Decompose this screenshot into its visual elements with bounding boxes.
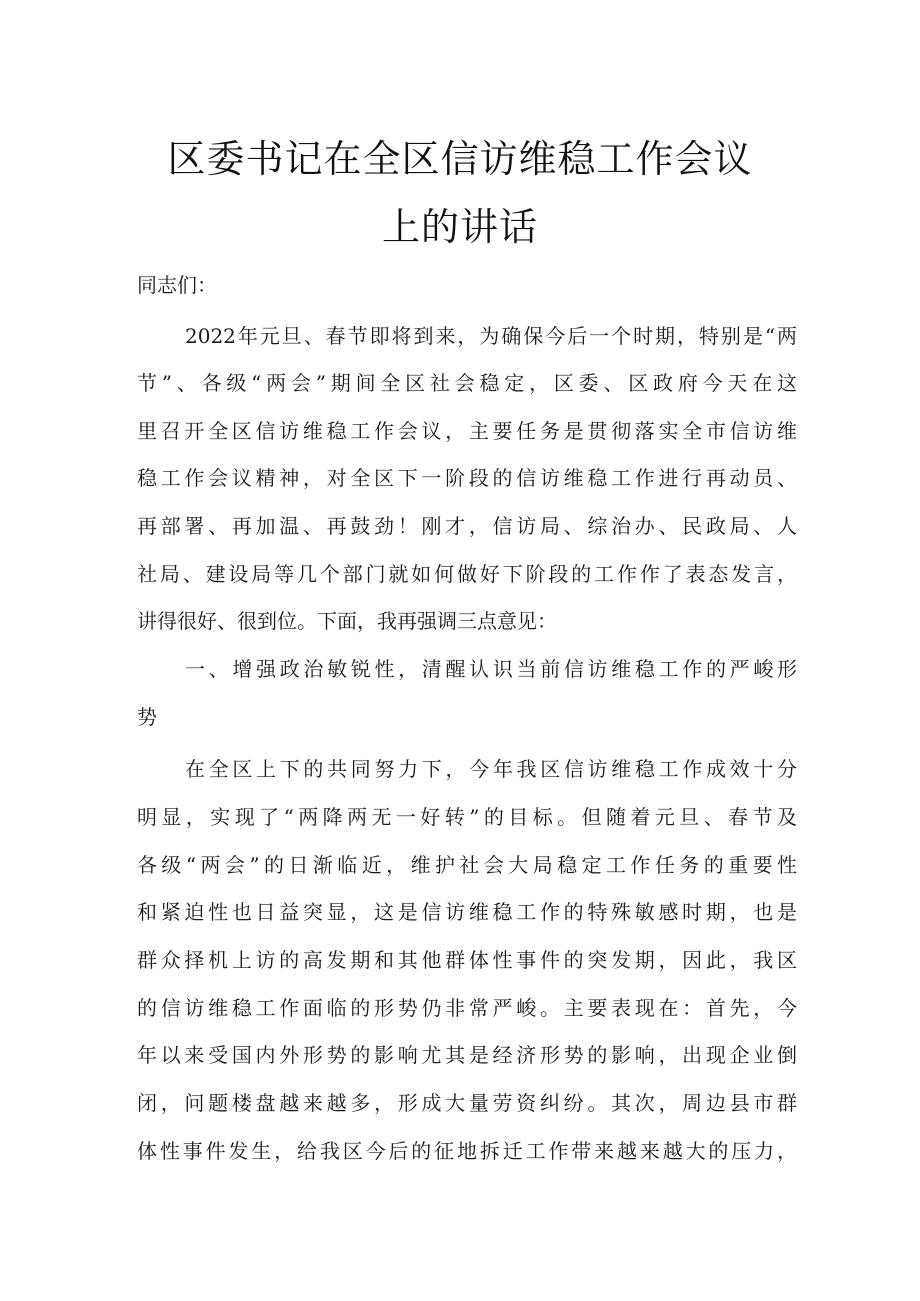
paragraph-line: 群众择机上访的高发期和其他群体性事件的突发期，因此，我区 — [137, 948, 797, 972]
paragraph-line: 在全区上下的共同努力下，今年我区信访维稳工作成效十分 — [185, 757, 797, 781]
paragraph-line: 体性事件发生，给我区今后的征地拆迁工作带来越来越大的压力， — [137, 1139, 797, 1163]
section-heading-line: 一、增强政治敏锐性，清醒认识当前信访维稳工作的严峻形 — [185, 657, 797, 681]
paragraph-line: 里召开全区信访维稳工作会议，主要任务是贯彻落实全市信访维 — [137, 419, 797, 443]
paragraph-line: 各级“两会”的日渐临近，维护社会大局稳定工作任务的重要性 — [137, 853, 797, 877]
paragraph-line: 的信访维稳工作面临的形势仍非常严峻。主要表现在：首先，今 — [137, 996, 797, 1020]
paragraph-line: 闭，问题楼盘越来越多，形成大量劳资纠纷。其次，周边县市群 — [137, 1091, 797, 1115]
paragraph-line: 节”、各级“两会”期间全区社会稳定，区委、区政府今天在这 — [137, 371, 797, 395]
paragraph-line: 社局、建设局等几个部门就如何做好下阶段的工作作了表态发言， — [137, 562, 797, 586]
paragraph-line: 再部署、再加温、再鼓劲！刚才，信访局、综治办、民政局、人 — [137, 514, 797, 538]
document-title-line-2: 上的讲话 — [381, 205, 538, 249]
document-title-line-1: 区委书记在全区信访维稳工作会议 — [167, 137, 753, 181]
paragraph-line: 稳工作会议精神，对全区下一阶段的信访维稳工作进行再动员、 — [137, 466, 797, 490]
paragraph-line: 明显，实现了“两降两无一好转”的目标。但随着元旦、春节及 — [137, 805, 797, 829]
salutation: 同志们： — [137, 273, 217, 297]
paragraph-line: 2022年元旦、春节即将到来，为确保今后一个时期，特别是“两 — [185, 324, 797, 348]
paragraph-line: 和紧迫性也日益突显，这是信访维稳工作的特殊敏感时期，也是 — [137, 900, 797, 924]
paragraph-line: 讲得很好、很到位。下面，我再强调三点意见： — [137, 609, 557, 633]
section-heading-line: 势 — [137, 705, 157, 729]
paragraph-line: 年以来受国内外形势的影响尤其是经济形势的影响，出现企业倒 — [137, 1043, 797, 1067]
